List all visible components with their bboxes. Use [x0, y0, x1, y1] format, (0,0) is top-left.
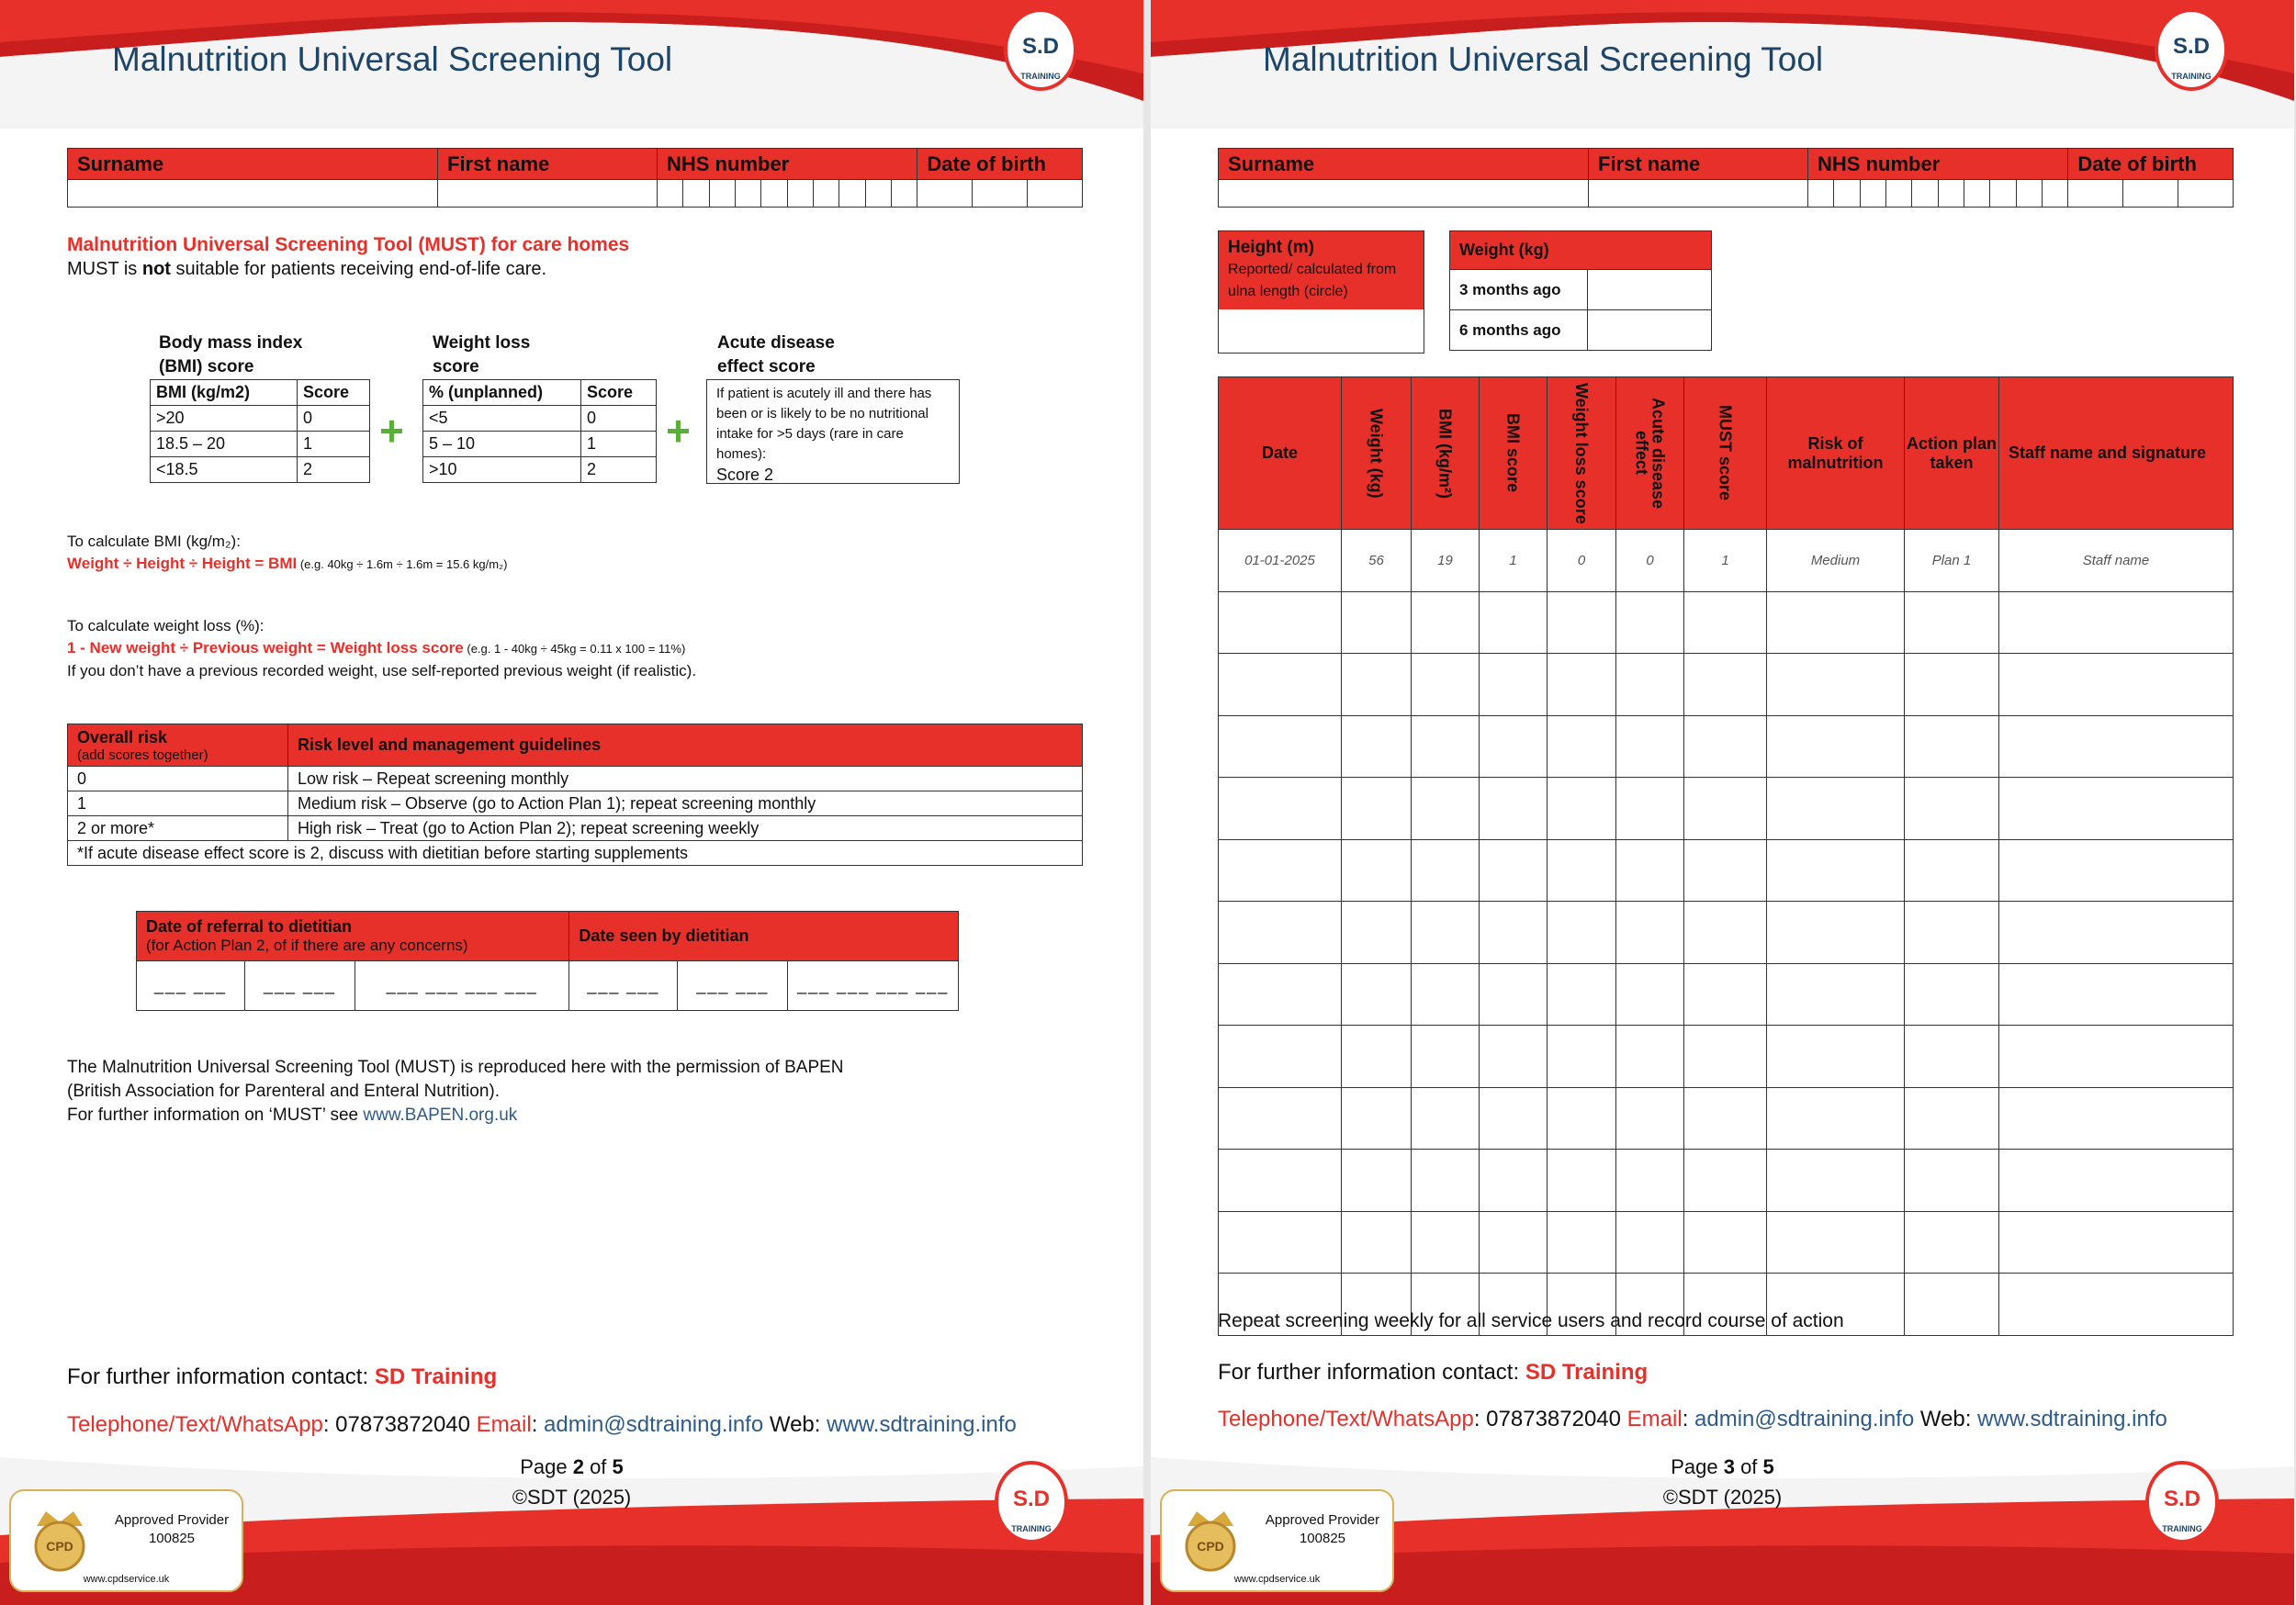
patient-id-table — [67, 148, 1083, 208]
score-col-header: Score — [298, 380, 370, 406]
table-row — [1219, 963, 2234, 1026]
dob-header: Date of birth — [2068, 149, 2234, 180]
table-row: 6 months ago — [1450, 310, 1712, 351]
svg-text:S.D: S.D — [2172, 34, 2211, 59]
weight-loss-score-col-header: Weight loss score — [1548, 377, 1616, 530]
page-number: Page 3 of 5 — [1671, 1455, 1774, 1478]
first-name-header: First name — [438, 149, 658, 180]
table-row: 2 or more* High risk – Treat (go to Action Plan 2); repeat screening weekly — [68, 816, 1083, 841]
acute-disease-text: If patient is acutely ill and there has been or is likely to be no nutritional intake for >5 days (rare in care homes): — [716, 386, 932, 462]
bmi-col-header: BMI (kg/m2) — [151, 380, 298, 406]
nhs-digit-field[interactable] — [813, 180, 838, 208]
height-field[interactable] — [1219, 309, 1424, 353]
weight-loss-calculation: To calculate weight loss (%): 1 - New weight ÷ Previous weight = Weight loss score (e.g. 1 - 40kg ÷ 45kg = 0.11 x 100 = 11%) If you don’t have a previous recorded weight, use self-reported previous weight (if realistic). — [67, 617, 697, 679]
nhs-number-header: NHS number — [658, 149, 917, 180]
sd-training-logo — [2154, 7, 2229, 92]
surname-field[interactable] — [68, 180, 438, 208]
dietitian-referral-table — [136, 911, 959, 1011]
page-3 — [1151, 0, 2294, 1605]
patient-id-table — [1218, 148, 2234, 208]
nhs-digit-field[interactable] — [683, 180, 709, 208]
weight-6-months-field[interactable] — [1588, 310, 1712, 351]
nhs-digit-field[interactable] — [1912, 180, 1938, 208]
weight-loss-score-table — [422, 379, 657, 483]
referral-month-field[interactable]: ___ ___ — [245, 961, 355, 1011]
first-name-header: First name — [1589, 149, 1808, 180]
nhs-digit-field[interactable] — [1938, 180, 1964, 208]
nhs-digit-field[interactable] — [1964, 180, 1989, 208]
must-suitability-note: MUST is not suitable for patients receiving end-of-life care. — [67, 259, 547, 279]
bmi-calculation: To calculate BMI (kg/m₂): Weight ÷ Height ÷ Height = BMI (e.g. 40kg ÷ 1.6m ÷ 1.6m = 15.6 kg/m₂) — [67, 533, 508, 572]
date-col-header: Date — [1219, 377, 1342, 530]
table-row: >20 0 — [151, 406, 370, 432]
page-number: Page 2 of 5 — [520, 1455, 624, 1478]
email-link[interactable]: admin@sdtraining.info — [1694, 1407, 1915, 1431]
nhs-digit-field[interactable] — [1808, 180, 1834, 208]
table-row: 3 months ago — [1450, 270, 1712, 310]
nhs-digit-field[interactable] — [1860, 180, 1885, 208]
seen-year-field[interactable]: ___ ___ ___ ___ — [788, 961, 959, 1011]
web-link[interactable]: www.sdtraining.info — [1977, 1407, 2167, 1431]
acute-disease-score: Score 2 — [716, 466, 774, 484]
bmi-heading: Body mass index (BMI) score — [159, 333, 303, 376]
table-row — [1219, 654, 2234, 716]
cpd-approved-badge: CPD Approved Provider 100825 www.cpdservice.uk — [9, 1489, 243, 1592]
dob-month-field[interactable] — [973, 180, 1028, 208]
plus-sign: + — [379, 407, 404, 455]
nhs-digit-field[interactable] — [709, 180, 735, 208]
nhs-digit-field[interactable] — [787, 180, 813, 208]
logo-subtext: TRAINING — [1020, 72, 1061, 81]
weight-3-months-field[interactable] — [1588, 270, 1712, 310]
weight-loss-heading: Weight loss score — [433, 333, 531, 376]
surname-header: Surname — [68, 149, 438, 180]
acute-disease-box — [706, 379, 960, 484]
table-row — [1219, 1211, 2234, 1274]
copyright: ©SDT (2025) — [1662, 1486, 1783, 1509]
nhs-digit-field[interactable] — [1990, 180, 2016, 208]
nhs-digit-field[interactable] — [839, 180, 865, 208]
dob-day-field[interactable] — [917, 180, 973, 208]
seen-date-header: Date seen by dietitian — [569, 912, 959, 961]
height-box: Height (m) Reported/ calculated from ulna length (circle) — [1218, 230, 1424, 354]
bapen-permission-note: The Malnutrition Universal Screening Tool (MUST) is reproduced here with the permission of BAPEN (British Association for Parenteral and Enteral Nutrition). For further information on ‘MUST’ see www.BAPEN.org.uk — [67, 1058, 844, 1125]
email-link[interactable]: admin@sdtraining.info — [544, 1412, 764, 1437]
svg-text:TRAINING: TRAINING — [2162, 1524, 2202, 1533]
risk-guidelines-table — [67, 724, 1083, 866]
contact-line: For further information contact: SD Training — [1218, 1360, 1649, 1385]
page-header — [1151, 0, 2294, 129]
action-plan-col-header: Action plan taken — [1905, 377, 1999, 530]
contact-line: For further information contact: SD Training — [67, 1364, 498, 1389]
table-row — [1219, 778, 2234, 840]
table-row — [1219, 591, 2234, 654]
risk-col-header: Risk of malnutrition — [1767, 377, 1905, 530]
weight-history-table — [1449, 230, 1712, 351]
dob-month-field[interactable] — [2123, 180, 2178, 208]
bmi-score-col-header: BMI score — [1480, 377, 1548, 530]
weight-header: Weight (kg) — [1450, 231, 1712, 270]
score-col-header: Score — [581, 380, 657, 406]
bmi-score-table — [150, 379, 370, 483]
web-link[interactable]: www.sdtraining.info — [827, 1412, 1017, 1437]
nhs-digit-field[interactable] — [2042, 180, 2067, 208]
sd-training-logo — [2144, 1460, 2220, 1544]
cpd-crown-icon — [24, 1498, 96, 1583]
first-name-field[interactable] — [1589, 180, 1808, 208]
svg-text:S.D: S.D — [1012, 1487, 1051, 1511]
nhs-digit-field[interactable] — [891, 180, 917, 208]
table-row — [1219, 1150, 2234, 1212]
nhs-digit-field[interactable] — [735, 180, 760, 208]
copyright: ©SDT (2025) — [512, 1486, 632, 1509]
weight-col-header: Weight (kg) — [1342, 377, 1412, 530]
table-row: *If acute disease effect score is 2, discuss with dietitian before starting supplements — [68, 841, 1083, 866]
table-row — [1219, 902, 2234, 964]
nhs-digit-field[interactable] — [1834, 180, 1860, 208]
bapen-link[interactable]: www.BAPEN.org.uk — [363, 1106, 518, 1125]
table-row: 5 – 10 1 — [423, 432, 657, 457]
dob-year-field[interactable] — [1028, 180, 1083, 208]
repeat-screening-note: Repeat screening weekly for all service users and record course of action — [1218, 1310, 1844, 1331]
svg-text:TRAINING: TRAINING — [1011, 1524, 1052, 1533]
page-header — [0, 0, 1143, 129]
surname-field[interactable] — [1219, 180, 1589, 208]
nhs-digit-field[interactable] — [658, 180, 683, 208]
plus-sign: + — [666, 407, 691, 455]
acute-disease-col-header: Acute disease effect — [1616, 377, 1684, 530]
must-score-col-header: MUST score — [1684, 377, 1767, 530]
cpd-approved-badge: CPD Approved Provider 100825 www.cpdservice.uk — [1160, 1489, 1394, 1592]
referral-day-field[interactable]: ___ ___ — [137, 961, 245, 1011]
table-row — [1219, 1087, 2234, 1150]
nhs-digit-field[interactable] — [2016, 180, 2042, 208]
table-row — [1219, 1026, 2234, 1088]
screening-record-table — [1218, 376, 2234, 1336]
contact-details: Telephone/Text/WhatsApp: 07873872040 Email: admin@sdtraining.info Web: www.sdtraining.info — [67, 1412, 1017, 1437]
page-2 — [0, 0, 1143, 1605]
risk-level-header: Risk level and management guidelines — [288, 724, 1083, 767]
record-header-row — [1219, 377, 2234, 530]
svg-text:CPD: CPD — [46, 1539, 73, 1554]
must-section-title: Malnutrition Universal Screening Tool (MUST) for care homes — [67, 234, 630, 255]
dob-header: Date of birth — [917, 149, 1083, 180]
dob-day-field[interactable] — [2068, 180, 2123, 208]
sd-training-logo — [994, 1460, 1069, 1544]
acute-disease-heading: Acute disease effect score — [717, 333, 835, 376]
table-row: 18.5 – 20 1 — [151, 432, 370, 457]
svg-text:CPD: CPD — [1197, 1539, 1224, 1554]
staff-col-header: Staff name and signature — [1999, 377, 2234, 530]
sd-training-logo — [1003, 7, 1078, 92]
seen-month-field[interactable]: ___ ___ — [678, 961, 788, 1011]
logo-text: S.D — [1021, 34, 1060, 59]
table-row: >10 2 — [423, 457, 657, 483]
table-row — [1219, 839, 2234, 902]
document-title: Malnutrition Universal Screening Tool — [112, 40, 673, 78]
dob-year-field[interactable] — [2178, 180, 2234, 208]
table-row: 0 Low risk – Repeat screening monthly — [68, 767, 1083, 791]
svg-text:S.D: S.D — [2163, 1487, 2201, 1511]
table-row — [1219, 715, 2234, 778]
seen-day-field[interactable]: ___ ___ — [569, 961, 678, 1011]
svg-text:TRAINING: TRAINING — [2171, 72, 2212, 81]
nhs-digit-field[interactable] — [761, 180, 787, 208]
table-row: <18.5 2 — [151, 457, 370, 483]
percent-col-header: % (unplanned) — [423, 380, 581, 406]
referral-date-header: Date of referral to dietitian (for Action Plan 2, of if there are any concerns) — [137, 912, 569, 961]
document-title: Malnutrition Universal Screening Tool — [1263, 40, 1824, 78]
contact-details: Telephone/Text/WhatsApp: 07873872040 Email: admin@sdtraining.info Web: www.sdtraining.info — [1218, 1407, 2167, 1431]
referral-year-field[interactable]: ___ ___ ___ ___ — [355, 961, 569, 1011]
surname-header: Surname — [1219, 149, 1589, 180]
first-name-field[interactable] — [438, 180, 658, 208]
table-row: <5 0 — [423, 406, 657, 432]
example-row: 01-01-2025 56 19 1 0 0 1 Medium Plan 1 Staff name — [1219, 530, 2234, 592]
nhs-number-header: NHS number — [1808, 149, 2068, 180]
cpd-crown-icon — [1175, 1498, 1246, 1583]
overall-risk-header: Overall risk (add scores together) — [68, 724, 288, 767]
nhs-digit-field[interactable] — [1885, 180, 1911, 208]
bmi-col-header: BMI (kg/m²) — [1412, 377, 1480, 530]
nhs-digit-field[interactable] — [865, 180, 891, 208]
table-row: 1 Medium risk – Observe (go to Action Plan 1); repeat screening monthly — [68, 791, 1083, 816]
